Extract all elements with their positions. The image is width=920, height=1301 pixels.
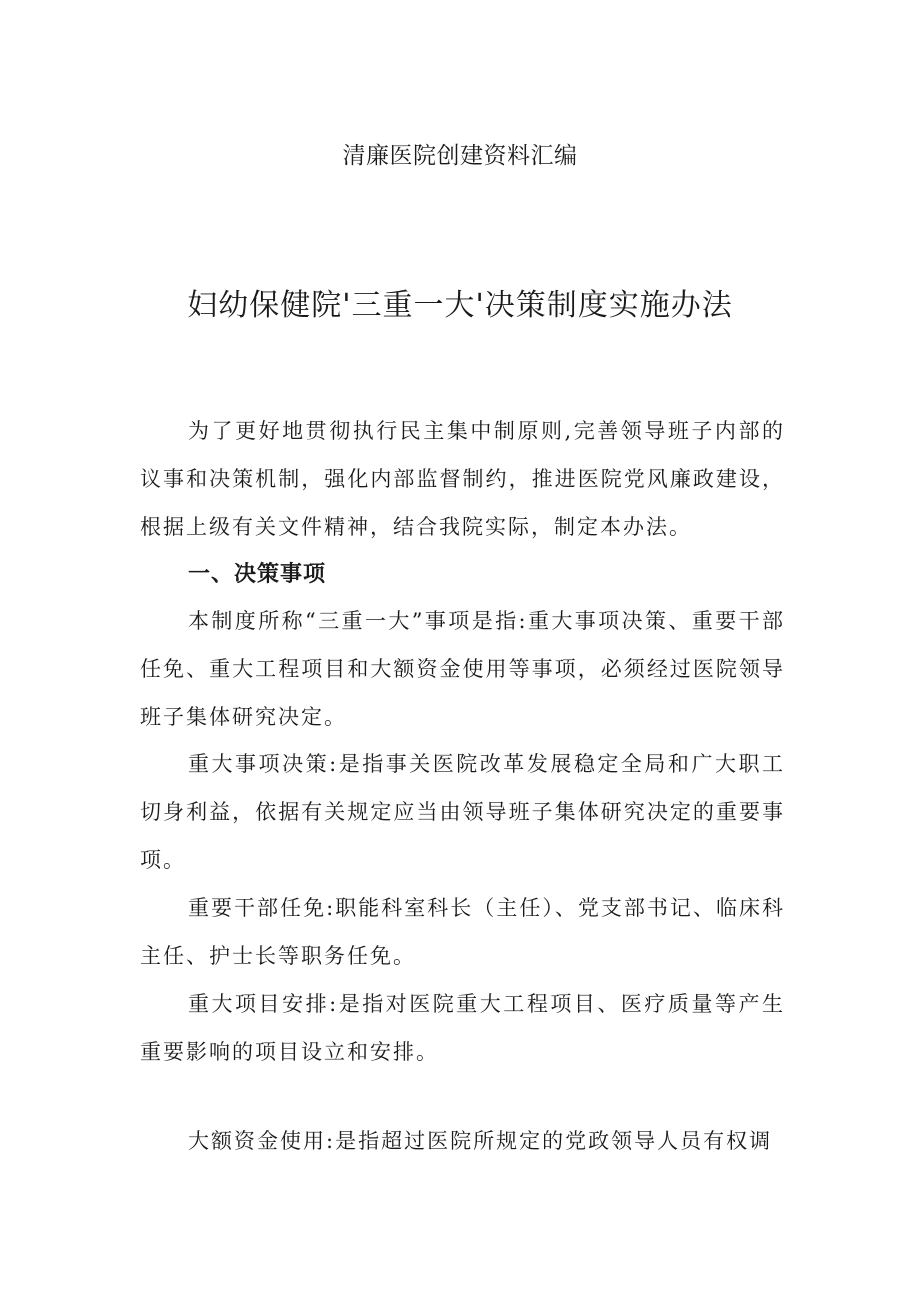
paragraph-5: 大额资金使用:是指超过医院所规定的党政领导人员有权调 [188,1129,773,1153]
document-header: 清廉医院创建资料汇编 [342,143,578,169]
intro-paragraph: 为了更好地贯彻执行民主集中制原则,完善领导班子内部的议事和决策机制，强化内部监督制约，推进医院党风廉政建设，根据上级有关文件精神，结合我院实际，制定本办法。 [140,419,785,539]
paragraph-2: 重大事项决策:是指事关医院改革发展稳定全局和广大职工切身利益，依据有关规定应当由领导班子集体研究决定的重要事项。 [140,752,785,872]
paragraph-1: 本制度所称“三重一大”事项是指:重大事项决策、重要干部任免、重大工程项目和大额资金使用等事项，必须经过医院领导班子集体研究决定。 [140,609,785,729]
document-title: 妇幼保健院'三重一大'决策制度实施办法 [187,288,733,323]
paragraph-3: 重要干部任免:职能科室科长（主任）、党支部书记、临床科主任、护士长等职务任免。 [140,896,785,968]
section-heading: 一、决策事项 [188,562,327,587]
paragraph-4: 重大项目安排:是指对医院重大工程项目、医疗质量等产生重要影响的项目设立和安排。 [140,992,785,1064]
